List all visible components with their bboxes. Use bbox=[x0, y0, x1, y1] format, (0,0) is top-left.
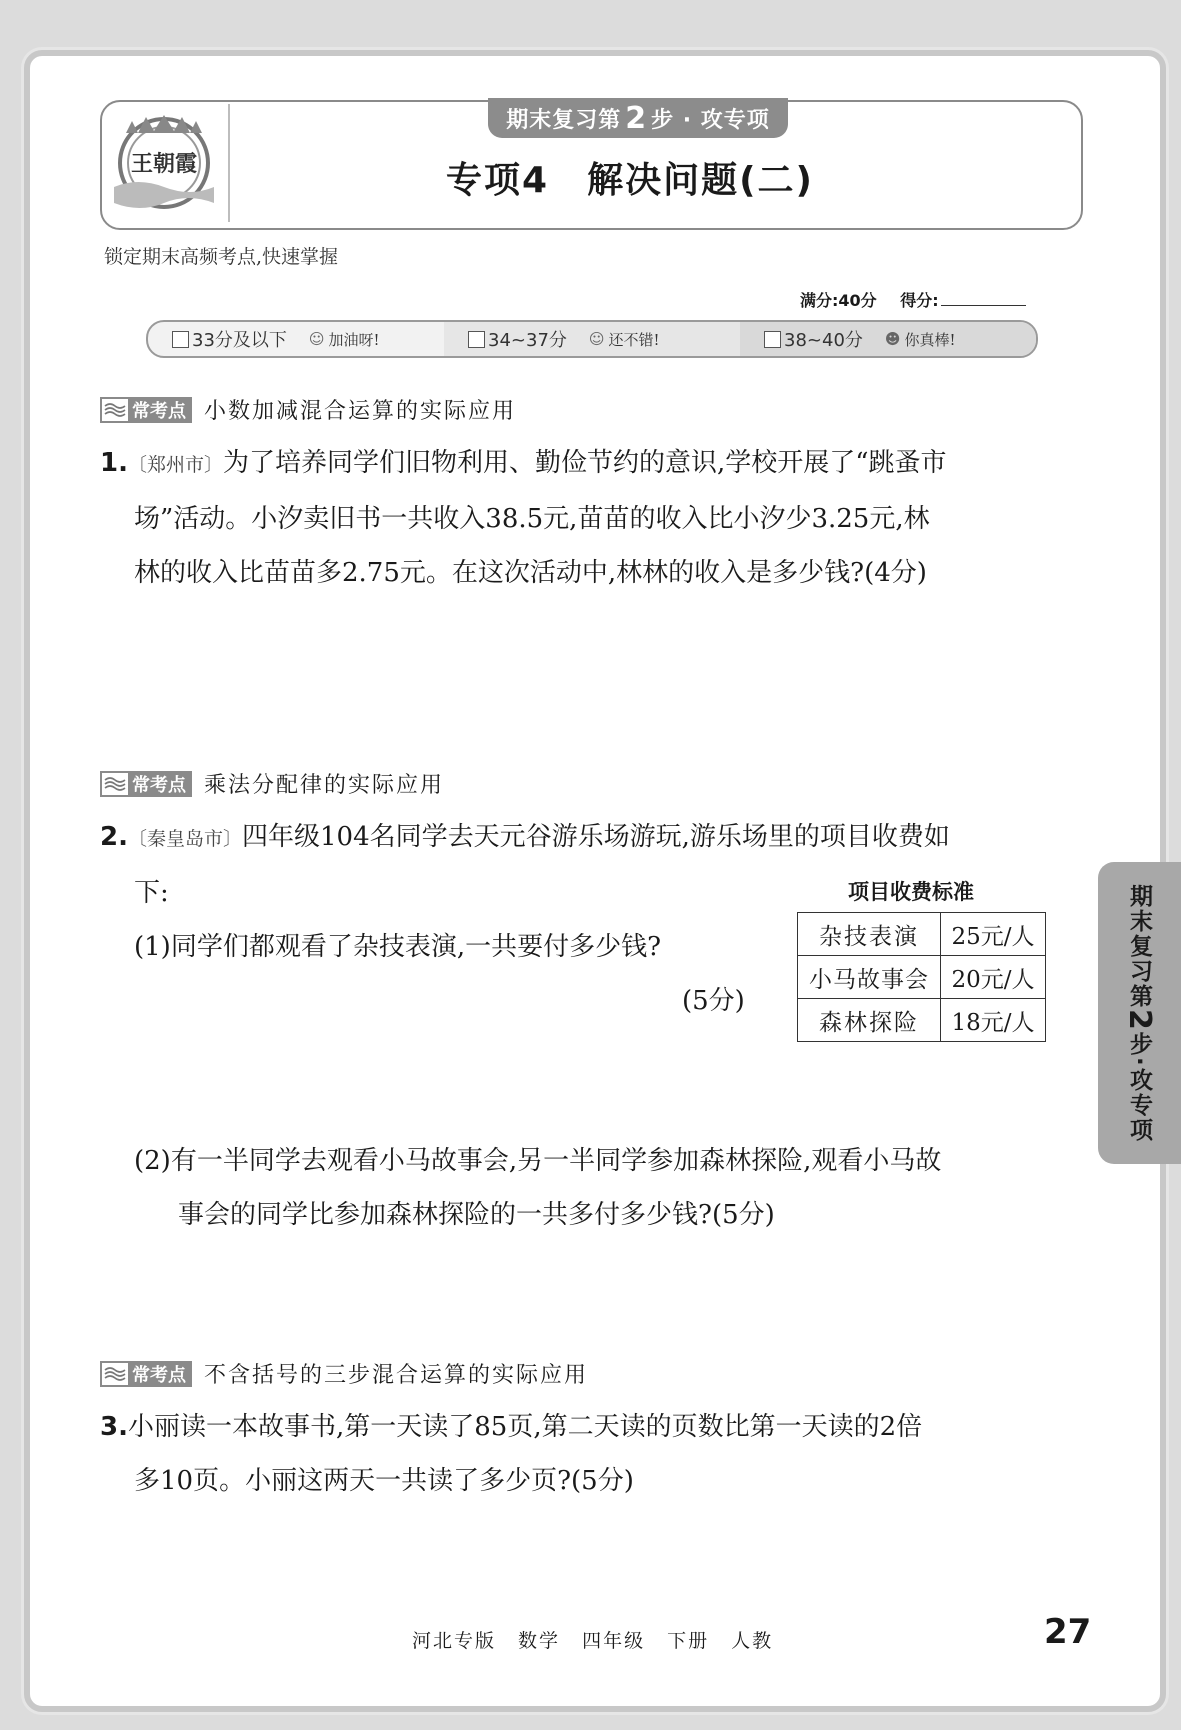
fee-price: 18元/人 bbox=[941, 999, 1046, 1042]
subtitle: 锁定期末高频考点,快速掌握 bbox=[104, 246, 339, 268]
sub-question-1: (1)同学们都观看了杂技表演,一共要付多少钱? bbox=[134, 932, 662, 962]
section-tag bbox=[100, 1361, 192, 1387]
sub-question-score: (5分) bbox=[682, 986, 745, 1016]
side-tab-step: 2 bbox=[1122, 1008, 1157, 1032]
question-1 bbox=[100, 436, 1080, 600]
question-text: 场”活动。小汐卖旧书一共收入38.5元,苗苗的收入比小汐少3.25元,林 bbox=[134, 504, 930, 534]
sub-question-2 bbox=[100, 1134, 1080, 1242]
question-3 bbox=[100, 1400, 1080, 1508]
full-score-label: 满分:40分 bbox=[800, 291, 877, 310]
score-level-low bbox=[148, 322, 444, 356]
question-text: 小丽读一本故事书,第一天读了85页,第二天读的页数比第一天读的2倍 bbox=[127, 1412, 923, 1442]
step-tab-suffix: 步 · 攻专项 bbox=[651, 107, 770, 133]
score-rating-bar bbox=[146, 320, 1038, 358]
question-number: 1. bbox=[100, 448, 128, 478]
fee-table bbox=[797, 912, 1046, 1042]
level-range: 34~37分 bbox=[488, 330, 567, 351]
question-number: 2. bbox=[100, 822, 128, 852]
level-range: 33分及以下 bbox=[192, 330, 287, 351]
brand-logo bbox=[104, 104, 224, 222]
section-tag-label: 常考点 bbox=[132, 774, 186, 796]
fee-item: 小马故事会 bbox=[798, 956, 941, 999]
checkbox[interactable] bbox=[172, 331, 189, 348]
score-label: 得分: bbox=[900, 291, 939, 310]
question-text: 为了培养同学们旧物利用、勤俭节约的意识,学校开展了“跳蚤市 bbox=[222, 448, 947, 478]
section-header-3 bbox=[100, 1358, 588, 1389]
checkbox[interactable] bbox=[468, 331, 485, 348]
question-text: 下: bbox=[134, 878, 169, 908]
table-row bbox=[798, 913, 1046, 956]
section-title: 小数加减混合运算的实际应用 bbox=[204, 399, 517, 424]
score-line bbox=[800, 288, 1026, 311]
fee-item: 森林探险 bbox=[798, 999, 941, 1042]
question-number: 3. bbox=[100, 1412, 128, 1442]
fee-table-title: 项目收费标准 bbox=[848, 880, 974, 904]
fee-item: 杂技表演 bbox=[798, 913, 941, 956]
section-tag bbox=[100, 397, 192, 423]
wave-icon bbox=[102, 1363, 128, 1385]
section-title: 乘法分配律的实际应用 bbox=[204, 773, 445, 798]
question-source: 〔秦皇岛市〕 bbox=[127, 828, 242, 850]
section-header-2 bbox=[100, 768, 444, 799]
question-text: 事会的同学比参加森林探险的一共多付多少钱?(5分) bbox=[178, 1200, 775, 1230]
wave-icon bbox=[102, 399, 128, 421]
score-blank[interactable] bbox=[941, 305, 1026, 306]
level-praise: 你真棒! bbox=[904, 330, 956, 349]
side-tab-prefix: 期末复习第 bbox=[1126, 883, 1152, 1009]
step-tab bbox=[488, 98, 788, 138]
side-step-tab bbox=[1098, 862, 1181, 1164]
wave-icon bbox=[102, 773, 128, 795]
step-number: 2 bbox=[625, 100, 648, 136]
logo-text: 王朝霞 bbox=[130, 151, 198, 177]
fee-price: 25元/人 bbox=[941, 913, 1046, 956]
table-row bbox=[798, 999, 1046, 1042]
score-level-high bbox=[740, 322, 1036, 356]
fee-price: 20元/人 bbox=[941, 956, 1046, 999]
question-text: 林的收入比苗苗多2.75元。在这次活动中,林林的收入是多少钱?(4分) bbox=[134, 558, 927, 588]
question-text: 多10页。小丽这两天一共读了多少页?(5分) bbox=[134, 1466, 634, 1496]
logo-divider bbox=[228, 104, 230, 222]
level-praise: 加油呀! bbox=[328, 330, 380, 349]
step-tab-prefix: 期末复习第 bbox=[506, 107, 622, 133]
section-tag-label: 常考点 bbox=[132, 400, 186, 422]
table-row bbox=[798, 956, 1046, 999]
smiley-icon: ☻ bbox=[884, 330, 901, 348]
score-level-mid bbox=[444, 322, 740, 356]
question-text: (2)有一半同学去观看小马故事会,另一半同学参加森林探险,观看小马故 bbox=[134, 1146, 942, 1176]
section-tag-label: 常考点 bbox=[132, 1364, 186, 1386]
question-text: 四年级104名同学去天元谷游乐场游玩,游乐场里的项目收费如 bbox=[241, 822, 950, 852]
page-title: 专项4 解决问题(二) bbox=[446, 160, 814, 201]
level-praise: 还不错! bbox=[608, 330, 660, 349]
checkbox[interactable] bbox=[764, 331, 781, 348]
section-header-1 bbox=[100, 394, 516, 425]
section-title: 不含括号的三步混合运算的实际应用 bbox=[204, 1363, 589, 1388]
footer-info: 河北专版 数学 四年级 下册 人教 bbox=[412, 1630, 774, 1652]
section-tag bbox=[100, 771, 192, 797]
smiley-icon: ☺ bbox=[308, 330, 325, 348]
level-range: 38~40分 bbox=[784, 330, 863, 351]
smiley-icon: ☺ bbox=[588, 330, 605, 348]
question-source: 〔郑州市〕 bbox=[127, 454, 223, 476]
page-number: 27 bbox=[1044, 1612, 1092, 1652]
side-tab-suffix: 步·攻专项 bbox=[1126, 1031, 1152, 1143]
